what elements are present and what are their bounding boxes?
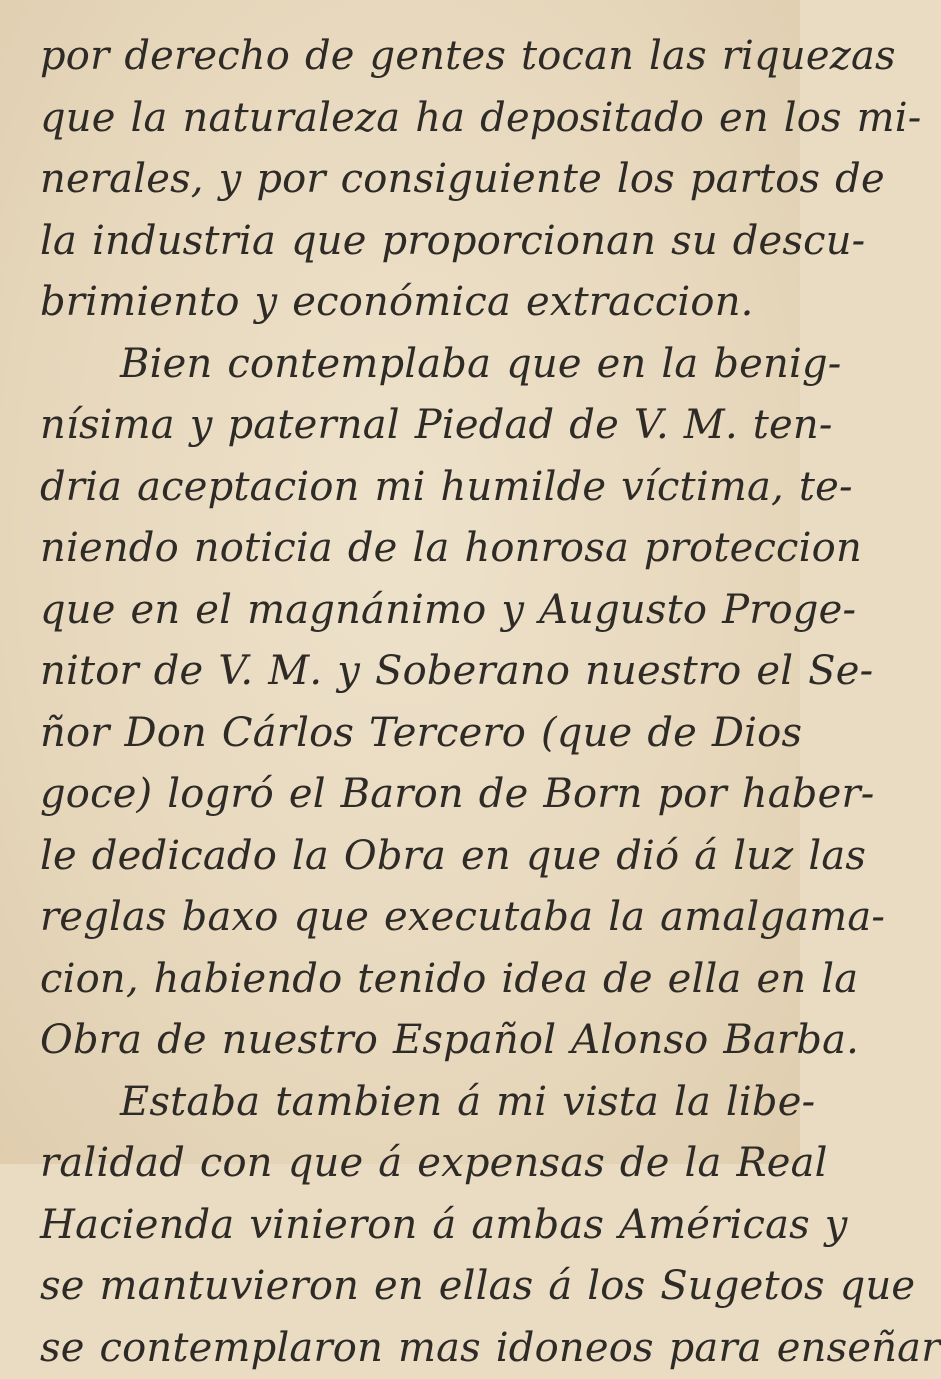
text-line: goce) logró el Baron de Born por haber- [40, 764, 775, 826]
text-line: Obra de nuestro Español Alonso Barba. [40, 1010, 775, 1072]
text-line: ralidad con que á expensas de la Real [40, 1133, 775, 1195]
text-line: reglas baxo que executaba la amalgama- [40, 887, 775, 949]
text-line: que en el magnánimo y Augusto Proge- [40, 580, 775, 642]
text-line: se mantuvieron en ellas á los Sugetos que [40, 1256, 775, 1318]
text-line: ñor Don Cárlos Tercero (que de Dios [40, 703, 775, 765]
text-line: Hacienda vinieron á ambas Américas y [40, 1195, 775, 1257]
text-line: por derecho de gentes tocan las riquezas [40, 26, 775, 88]
text-line: nitor de V. M. y Soberano nuestro el Se- [40, 641, 775, 703]
text-line: cion, habiendo tenido idea de ella en la [40, 949, 775, 1011]
text-line: Estaba tambien á mi vista la libe- [40, 1072, 775, 1134]
text-line: se contemplaron mas idoneos para enseñar [40, 1318, 775, 1379]
text-line: Bien contemplaba que en la benig- [40, 334, 775, 396]
text-line: niendo noticia de la honrosa proteccion [40, 518, 775, 580]
text-line: la industria que proporcionan su descu- [40, 211, 775, 273]
text-line: brimiento y económica extraccion. [40, 272, 775, 334]
text-line: le dedicado la Obra en que dió á luz las [40, 826, 775, 888]
text-line: dria aceptacion mi humilde víctima, te- [40, 457, 775, 519]
text-line: que la naturaleza ha depositado en los mi- [40, 88, 775, 150]
text-line: nerales, y por consiguiente los partos de [40, 149, 775, 211]
text-line: nísima y paternal Piedad de V. M. ten- [40, 395, 775, 457]
body-text [40, 26, 775, 1379]
